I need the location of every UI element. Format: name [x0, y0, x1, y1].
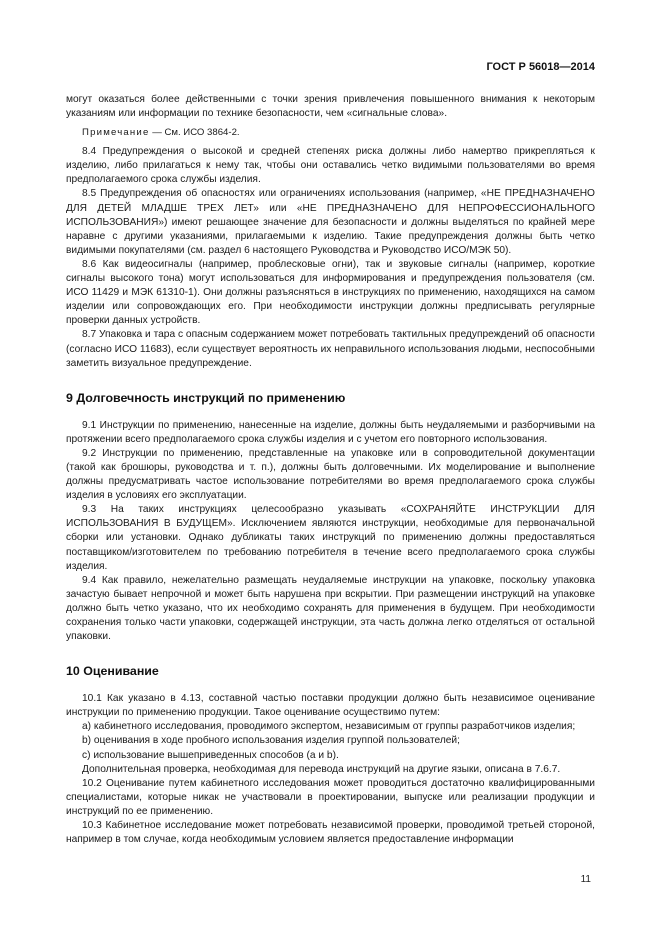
paragraph-9-3: 9.3 На таких инструкциях целесообразно указывать «СОХРАНЯЙТЕ ИНСТРУКЦИИ ДЛЯ ИСПОЛЬЗОВАНИЯ В БУДУЩЕМ». Исключением являются инструкции, необходимые для первоначальной сборки или установки. Однако дубликаты таких инструкций по применению должны предоставляться поставщиком/изготовителем по требованию потребителя в течение всего предполагаемого срока службы изделия.: [66, 504, 595, 572]
note-text: — См. ИСО 3864-2.: [149, 127, 240, 139]
list-item-a: а) кабинетного исследования, проводимого экспертом, независимым от группы разработчиков изделия;: [82, 721, 576, 733]
list-item-c: с) использование вышеприведенных способов (а и b).: [82, 749, 339, 761]
page-number: 11: [580, 874, 591, 885]
paragraph-10-2: 10.2 Оценивание путем кабинетного исследования может проводиться достаточно квалифицированными специалистами, которые никак не участвовали в проектировании, выпуске или реализации продукции и инструкций по ее применению.: [66, 777, 595, 817]
intro-paragraph: могут оказаться более действенными с точки зрения привлечения повышенного внимания к некоторым указаниям или информации по технике безопасности, чем «сигнальные слова».: [66, 94, 595, 120]
document-id-header: ГОСТ Р 56018—2014: [486, 61, 595, 73]
paragraph-10-1: 10.1 Как указано в 4.13, составной частью поставки продукции должно быть независимое оценивание инструкции по применению продукции. Такое оценивание осуществимо путем:: [66, 693, 595, 719]
paragraph-9-2: 9.2 Инструкции по применению, представленные на упаковке или в сопроводительной документации (такой как брошюры, руководства и т. п.), должны быть долговечными. Их моделирование и выполнение должны предусматривать частое использование потребителями во время предполагаемого срока службы изделия в условиях его эксплуатации.: [66, 447, 595, 502]
list-item-b: b) оценивания в ходе пробного использования изделия группой пользователей;: [82, 735, 460, 747]
section-9-heading: 9 Долговечность инструкций по применению: [66, 390, 346, 405]
paragraph-8-6: 8.6 Как видеосигналы (например, проблесковые огни), так и звуковые сигналы (например, короткие сигналы высокого тона) могут использоваться для информирования и предупреждения пользователя (см. ИСО 11429 и МЭК 61310-1). Они должны разъясняться в инструкциях по применению, находящихся на самом изделии или сопровождающих его. При необходимости инструкции должны предписывать регулярные проверки данных устройств.: [66, 258, 595, 327]
note-label: Примечание: [82, 127, 150, 139]
paragraph-9-4: 9.4 Как правило, нежелательно размещать неудаляемые инструкции на упаковке, поскольку упаковка зачастую бывает непрочной и может быть нарушена при вскрытии. При размещении инструкций на упаковке должно быть четко указано, что их необходимо сохранять для применения в будущем. При необходимости сохранения только части упаковки, содержащей инструкции, эта часть должна легко отделяться от остальной упаковки.: [66, 574, 595, 643]
paragraph-8-7: 8.7 Упаковка и тара с опасным содержанием может потребовать тактильных предупреждений об опасности (согласно ИСО 11683), если существует вероятность их неправильного использования людьми, неспособными заметить визуальное предупреждение.: [66, 329, 595, 369]
paragraph-9-1: 9.1 Инструкции по применению, нанесенные на изделие, должны быть неудаляемыми и разборчивыми на протяжении всего предполагаемого срока службы изделия и с учетом его повторного использования.: [66, 419, 595, 445]
document-body: [66, 93, 595, 847]
translation-check-paragraph: Дополнительная проверка, необходимая для перевода инструкций на другие языки, описана в 7.6.7.: [82, 763, 561, 775]
paragraph-10-3: 10.3 Кабинетное исследование может потребовать независимой проверки, проводимой третьей стороной, например в том случае, когда необходимым условием является предоставление информации: [66, 820, 595, 846]
paragraph-8-5: 8.5 Предупреждения об опасностях или ограничениях использования (например, «НЕ ПРЕДНАЗНАЧЕНО ДЛЯ ДЕТЕЙ МЛАДШЕ ТРЕХ ЛЕТ» или «НЕ ПРЕДНАЗНАЧЕНО ДЛЯ НЕПРОФЕССИОНАЛЬНОГО ИСПОЛЬЗОВАНИЯ») имеют решающее значение для безопасности и должны выделяться по крайней мере наравне с другими указаниями, прилагаемыми к изделию. Такие предупреждения должны быть четко видимыми покупателями (см. раздел 6 настоящего Руководства и Руководство ИСО/МЭК 50).: [66, 188, 595, 256]
paragraph-8-4: 8.4 Предупреждения о высокой и средней степенях риска должны либо намертво прикрепляться к изделию, либо прилагаться к нему так, чтобы они оставались четко видимыми пользователями во время предполагаемого срока службы изделия.: [66, 146, 595, 186]
section-10-heading: 10 Оценивание: [66, 664, 159, 679]
note-paragraph: [66, 126, 595, 140]
